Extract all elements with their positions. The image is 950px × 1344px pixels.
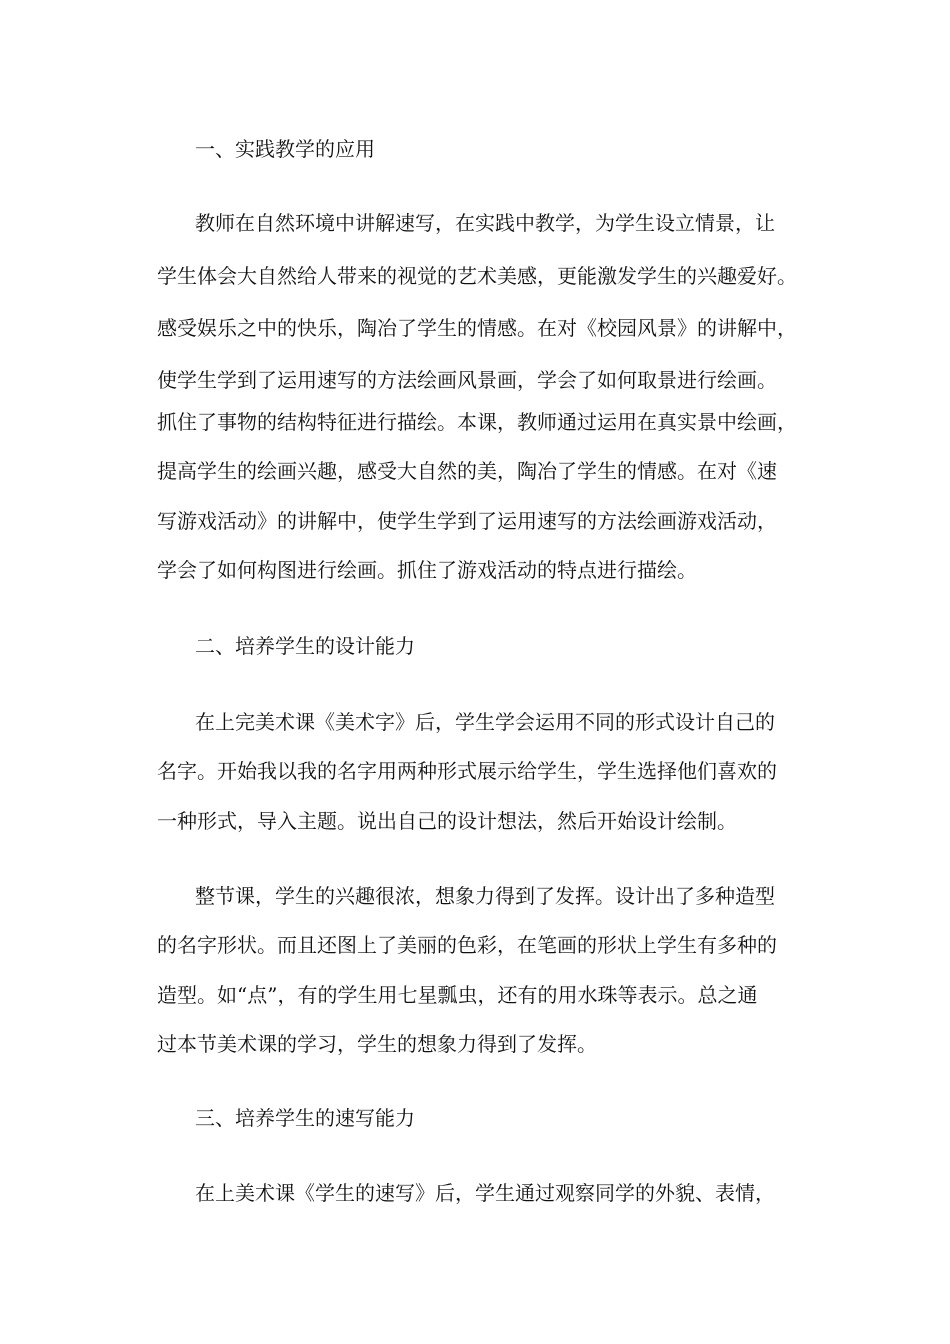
section-heading: 二、培养学生的设计能力 — [195, 634, 415, 658]
paragraph-line: 在上美术课《学生的速写》后，学生通过观察同学的外貌、表情， — [195, 1181, 775, 1205]
paragraph-line: 学会了如何构图进行绘画。抓住了游戏活动的特点进行描绘。 — [157, 558, 697, 582]
paragraph-line: 抓住了事物的结构特征进行描绘。本课，教师通过运用在真实景中绘画， — [157, 410, 797, 434]
paragraph-line: 使学生学到了运用速写的方法绘画风景画，学会了如何取景进行绘画。 — [157, 368, 777, 392]
section-heading: 三、培养学生的速写能力 — [195, 1106, 415, 1130]
paragraph-line: 造型。如“点”，有的学生用七星瓢虫，还有的用水珠等表示。总之通 — [157, 983, 758, 1007]
section-heading: 一、实践教学的应用 — [195, 137, 375, 161]
paragraph-line: 整节课，学生的兴趣很浓，想象力得到了发挥。设计出了多种造型 — [195, 884, 775, 908]
paragraph-line: 教师在自然环境中讲解速写，在实践中教学，为学生设立情景，让 — [195, 211, 775, 235]
paragraph-line: 在上完美术课《美术字》后，学生学会运用不同的形式设计自己的 — [195, 710, 775, 734]
paragraph-line: 感受娱乐之中的快乐，陶冶了学生的情感。在对《校园风景》的讲解中， — [157, 316, 797, 340]
paragraph-line: 学生体会大自然给人带来的视觉的艺术美感，更能激发学生的兴趣爱好。 — [157, 264, 797, 288]
paragraph-line: 写游戏活动》的讲解中，使学生学到了运用速写的方法绘画游戏活动， — [157, 509, 777, 533]
paragraph-line: 的名字形状。而且还图上了美丽的色彩，在笔画的形状上学生有多种的 — [157, 933, 777, 957]
paragraph-line: 一种形式，导入主题。说出自己的设计想法，然后开始设计绘制。 — [157, 809, 737, 833]
paragraph-line: 提高学生的绘画兴趣，感受大自然的美，陶冶了学生的情感。在对《速 — [157, 459, 777, 483]
paragraph-line: 过本节美术课的学习，学生的想象力得到了发挥。 — [157, 1032, 597, 1056]
paragraph-line: 名字。开始我以我的名字用两种形式展示给学生，学生选择他们喜欢的 — [157, 759, 777, 783]
